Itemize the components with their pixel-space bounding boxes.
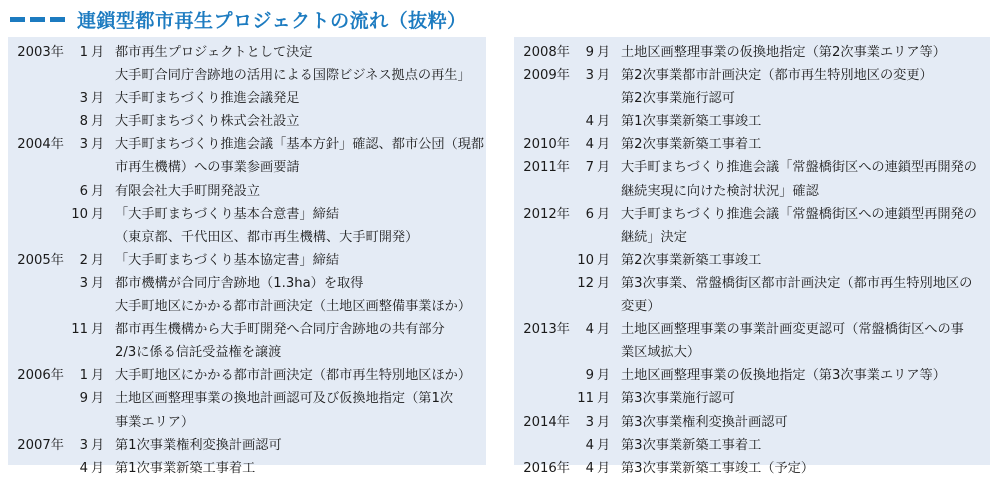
- entry-date: [8, 203, 113, 249]
- entry-month: 10: [71, 206, 88, 222]
- entry-description-line: 土地区画整理事業の仮換地指定（第3次事業エリア等）: [621, 368, 946, 384]
- entry-month: 4: [585, 114, 594, 130]
- header: [10, 4, 467, 34]
- entry-description: [113, 434, 486, 457]
- entry-month: 3: [585, 414, 594, 430]
- entry-date: [8, 318, 113, 364]
- entry-month: 10: [577, 252, 594, 268]
- entry-description: [619, 411, 990, 434]
- entry-month-unit: 月: [597, 414, 611, 430]
- entry-month: 3: [79, 137, 88, 153]
- entry-month: 7: [585, 160, 594, 176]
- entry-month: 11: [71, 322, 88, 338]
- entry-date: [8, 110, 113, 133]
- entry-description-line: 大手町まちづくり推進会議「常盤橋街区への連鎖型再開発の: [621, 206, 977, 222]
- entry-description-line: 都市再生機構から大手町開発へ合同庁舎跡地の共有部分: [115, 322, 445, 338]
- entry-month: 9: [79, 391, 88, 407]
- entry-month-unit: 月: [91, 460, 105, 476]
- entry-description: [113, 41, 486, 87]
- dash-mark: [10, 17, 25, 22]
- entry-month-unit: 月: [597, 252, 611, 268]
- entry-year: 2016年: [523, 460, 570, 476]
- timeline-entry: [8, 87, 486, 110]
- timeline-entry: [8, 364, 486, 387]
- entry-date: [8, 87, 113, 110]
- entry-month: 1: [79, 368, 88, 384]
- entry-month-unit: 月: [597, 368, 611, 384]
- entry-description-line: 事業エリア）: [115, 414, 195, 430]
- timeline-entry: [8, 110, 486, 133]
- entry-year: 2005年: [17, 252, 64, 268]
- entry-month: 3: [79, 275, 88, 291]
- entry-month-unit: 月: [91, 91, 105, 107]
- entry-year: [514, 272, 570, 318]
- entry-year: [8, 180, 64, 203]
- entry-description-line: 第3次事業新築工事着工: [621, 437, 762, 453]
- entry-month-unit: 月: [91, 114, 105, 130]
- entry-year: 2006年: [17, 368, 64, 384]
- entry-year: [8, 87, 64, 110]
- entry-date: [8, 364, 113, 387]
- entry-description: [113, 318, 486, 364]
- entry-date: [514, 387, 619, 410]
- entry-date: [8, 249, 113, 272]
- entry-month-unit: 月: [597, 45, 611, 60]
- entry-month: 4: [585, 322, 594, 338]
- entry-date: [8, 387, 113, 433]
- entry-year: 2009年: [523, 68, 570, 84]
- entry-date: [514, 249, 619, 272]
- entry-description-line: 第2次事業新築工事着工: [621, 137, 762, 153]
- entry-month-unit: 月: [597, 460, 611, 476]
- timeline-entry: [8, 434, 486, 457]
- entry-description-line: 大手町まちづくり推進会議発足: [115, 91, 300, 107]
- timeline-entry: [514, 318, 990, 364]
- timeline-entry: [514, 411, 990, 434]
- entry-month-unit: 月: [91, 437, 105, 453]
- timeline-entry: [514, 387, 990, 410]
- entry-description: [619, 318, 990, 364]
- entry-year: 2013年: [523, 322, 570, 338]
- timeline-entry: [514, 434, 990, 457]
- timeline-entry: [514, 110, 990, 133]
- timeline-entry: [514, 133, 990, 156]
- entry-date: [514, 272, 619, 318]
- entry-description: [619, 434, 990, 457]
- entry-month-unit: 月: [91, 275, 105, 291]
- timeline-entry: [8, 41, 486, 87]
- entry-description-line: 有限会社大手町開発設立: [115, 183, 261, 199]
- entry-description-line: 継続実現に向けた検討状況」確認: [621, 183, 819, 199]
- entry-description: [619, 110, 990, 133]
- entry-month-unit: 月: [597, 160, 611, 176]
- timeline-entry: [8, 133, 486, 179]
- entry-year: [8, 203, 64, 249]
- entry-description: [619, 387, 990, 410]
- entry-description-line: 「大手町まちづくり基本合意書」締結: [115, 206, 340, 222]
- entry-month: 3: [79, 91, 88, 107]
- entry-year: 2007年: [17, 437, 64, 453]
- timeline-entry: [8, 457, 486, 480]
- entry-year: [514, 434, 570, 457]
- entry-description: [113, 110, 486, 133]
- entry-description-line: 都市機構が合同庁舎跡地（1.3ha）を取得: [115, 275, 364, 291]
- entry-description-line: （東京都、千代田区、都市再生機構、大手町開発）: [115, 229, 419, 245]
- entry-description-line: 土地区画整理事業の仮換地指定（第2次事業エリア等）: [621, 45, 946, 60]
- title-dashes-decoration: [10, 17, 65, 22]
- entry-description: [619, 156, 990, 202]
- entry-month-unit: 月: [91, 368, 105, 384]
- entry-description: [619, 457, 990, 480]
- timeline-entry: [514, 203, 990, 249]
- entry-description: [113, 203, 486, 249]
- entry-month: 1: [79, 45, 88, 60]
- entry-date: [514, 133, 619, 156]
- entry-description-line: 第3次事業、常盤橋街区都市計画決定（都市再生特別地区の: [621, 275, 973, 291]
- entry-description: [619, 64, 990, 110]
- entry-month-unit: 月: [597, 137, 611, 153]
- entry-date: [514, 411, 619, 434]
- entry-month: 9: [585, 45, 594, 60]
- entry-date: [514, 364, 619, 387]
- entry-month: 4: [585, 460, 594, 476]
- timeline-panel-left: [8, 37, 486, 476]
- timeline-entry: [8, 387, 486, 433]
- entry-month: 4: [585, 137, 594, 153]
- entry-month-unit: 月: [91, 206, 105, 222]
- entry-date: [514, 41, 619, 64]
- entry-description-line: 業区域拡大）: [621, 345, 701, 361]
- entry-date: [514, 434, 619, 457]
- entry-date: [8, 133, 113, 179]
- entry-year: 2011年: [523, 160, 570, 176]
- dash-mark: [30, 17, 45, 22]
- entry-year: [8, 457, 64, 480]
- entry-description: [113, 457, 486, 480]
- timeline-entry: [514, 457, 990, 480]
- timeline-entry: [514, 364, 990, 387]
- timeline-entry: [514, 156, 990, 202]
- entry-description-line: 変更）: [621, 299, 661, 315]
- entry-year: 2012年: [523, 206, 570, 222]
- timeline-entry: [8, 203, 486, 249]
- entry-description-line: 第1次事業新築工事竣工: [621, 114, 762, 130]
- entry-description-line: 第3次事業新築工事竣工（予定）: [621, 460, 815, 476]
- entry-date: [514, 64, 619, 110]
- entry-year: [8, 110, 64, 133]
- entry-month-unit: 月: [597, 68, 611, 84]
- entry-description-line: 第3次事業施行認可: [621, 391, 735, 407]
- entry-description-line: 第2次事業新築工事竣工: [621, 252, 762, 268]
- entry-month: 6: [585, 206, 594, 222]
- entry-description: [619, 133, 990, 156]
- entry-year: 2004年: [17, 137, 64, 153]
- timeline-panel-right: [514, 37, 990, 476]
- entry-description: [113, 249, 486, 272]
- entry-month: 8: [79, 114, 88, 130]
- entry-description-line: 大手町地区にかかる都市計画決定（都市再生特別地区ほか）: [115, 368, 472, 384]
- entry-description-line: 大手町まちづくり株式会社設立: [115, 114, 300, 130]
- entry-month: 9: [585, 368, 594, 384]
- timeline-entry: [8, 180, 486, 203]
- entry-month: 2: [79, 252, 88, 268]
- entry-date: [514, 110, 619, 133]
- page-title: 連鎖型都市再生プロジェクトの流れ（抜粋）: [77, 9, 467, 32]
- dash-mark: [50, 17, 65, 22]
- entry-month: 4: [585, 437, 594, 453]
- entry-year: [514, 249, 570, 272]
- entry-month: 4: [79, 460, 88, 476]
- entry-description-line: 2/3に係る信託受益権を譲渡: [115, 345, 282, 361]
- entry-year: 2003年: [17, 45, 64, 60]
- entry-month-unit: 月: [597, 275, 611, 291]
- entry-date: [8, 41, 113, 87]
- entry-month-unit: 月: [91, 322, 105, 338]
- entry-date: [8, 434, 113, 457]
- entry-year: [8, 272, 64, 318]
- entry-month: 3: [79, 437, 88, 453]
- entry-month-unit: 月: [91, 137, 105, 153]
- entry-description-line: 第3次事業権利変換計画認可: [621, 414, 788, 430]
- entry-description: [113, 133, 490, 179]
- timeline-entry: [8, 272, 486, 318]
- entry-description-line: 第2次事業都市計画決定（都市再生特別地区の変更）: [621, 68, 933, 84]
- entry-date: [514, 318, 619, 364]
- timeline-entry: [514, 272, 990, 318]
- entry-description: [113, 387, 486, 433]
- entry-description-line: 都市再生プロジェクトとして決定: [115, 45, 313, 60]
- entry-description-line: 大手町地区にかかる都市計画決定（土地区画整備事業ほか）: [115, 299, 472, 315]
- entry-year: 2014年: [523, 414, 570, 430]
- entry-month-unit: 月: [91, 391, 105, 407]
- entry-year: 2010年: [523, 137, 570, 153]
- timeline-entry: [8, 318, 486, 364]
- entry-description: [619, 203, 990, 249]
- entry-month-unit: 月: [597, 437, 611, 453]
- entry-description-line: 土地区画整理事業の事業計画変更認可（常盤橋街区への事: [621, 322, 964, 338]
- entry-description: [619, 249, 990, 272]
- entry-year: [514, 110, 570, 133]
- entry-description-line: 大手町まちづくり推進会議「常盤橋街区への連鎖型再開発の: [621, 160, 977, 176]
- entry-year: 2008年: [523, 45, 570, 60]
- entry-description-line: 土地区画整理事業の換地計画認可及び仮換地指定（第1次: [115, 391, 454, 407]
- entry-date: [8, 272, 113, 318]
- entry-month-unit: 月: [91, 183, 105, 199]
- entry-date: [514, 156, 619, 202]
- entry-date: [514, 203, 619, 249]
- timeline-entry: [514, 249, 990, 272]
- entry-month: 12: [577, 275, 594, 291]
- entry-description: [113, 180, 486, 203]
- entry-description-line: 市再生機構）への事業参画要請: [115, 160, 300, 176]
- entry-description: [113, 87, 486, 110]
- entry-month: 11: [577, 391, 594, 407]
- entry-month: 6: [79, 183, 88, 199]
- entry-description: [113, 364, 486, 387]
- entry-description-line: 第1次事業新築工事着工: [115, 460, 256, 476]
- entry-month: 3: [585, 68, 594, 84]
- entry-description: [113, 272, 486, 318]
- entry-description: [619, 41, 990, 64]
- entry-month-unit: 月: [597, 391, 611, 407]
- entry-month-unit: 月: [597, 322, 611, 338]
- entry-description-line: 「大手町まちづくり基本協定書」締結: [115, 252, 340, 268]
- timeline-entry: [8, 249, 486, 272]
- entry-date: [514, 457, 619, 480]
- entry-description-line: 大手町合同庁舎跡地の活用による国際ビジネス拠点の再生」: [115, 68, 471, 84]
- timeline-entry: [514, 64, 990, 110]
- entry-month-unit: 月: [91, 252, 105, 268]
- entry-description-line: 大手町まちづくり推進会議「基本方針」確認、都市公団（現都: [115, 137, 485, 153]
- entry-date: [8, 180, 113, 203]
- entry-description: [619, 364, 990, 387]
- entry-description-line: 継続」決定: [621, 229, 687, 245]
- timeline-entry: [514, 41, 990, 64]
- entry-month-unit: 月: [597, 114, 611, 130]
- entry-month-unit: 月: [91, 45, 105, 60]
- entry-date: [8, 457, 113, 480]
- entry-year: [514, 387, 570, 410]
- entry-year: [514, 364, 570, 387]
- entry-description-line: 第2次事業施行認可: [621, 91, 735, 107]
- entry-year: [8, 318, 64, 364]
- entry-month-unit: 月: [597, 206, 611, 222]
- entry-description-line: 第1次事業権利変換計画認可: [115, 437, 282, 453]
- entry-description: [619, 272, 990, 318]
- entry-year: [8, 387, 64, 433]
